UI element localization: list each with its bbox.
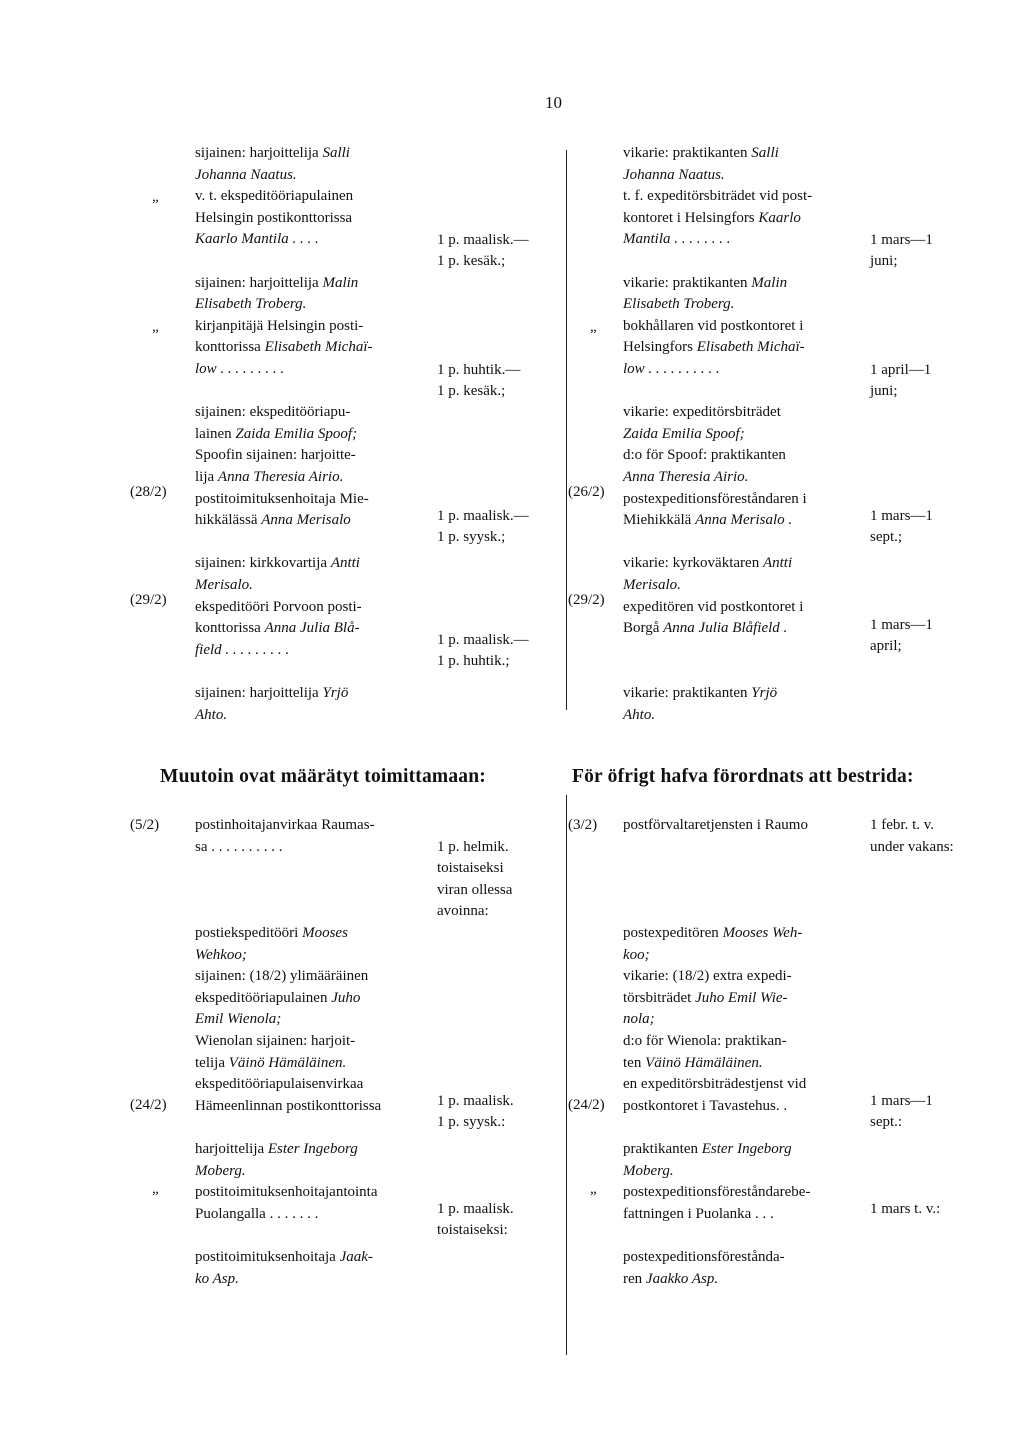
text-plain: en expeditörsbiträdestjenst vid <box>623 1076 807 1093</box>
text-plain: vikarie: kyrkoväktaren <box>623 555 763 572</box>
text-plain: postitoimituksenhoitajantointa <box>195 1184 378 1201</box>
text-line <box>195 359 284 381</box>
text-plain: postitoimituksenhoitaja Mie- <box>195 490 369 507</box>
date-entry: avoinna: <box>437 903 489 919</box>
text-line <box>623 683 777 705</box>
text-italic-name: Ester Ingeborg <box>701 1141 792 1157</box>
text-plain: nola; <box>623 1011 655 1028</box>
text-line <box>195 186 353 208</box>
date-entry: 1 p. maalisk. <box>437 1201 514 1217</box>
text-line <box>623 1031 787 1053</box>
text-line <box>623 1053 763 1075</box>
text-line <box>195 553 360 575</box>
date-entry: sept.; <box>870 529 903 545</box>
swedish-heading: För öfrigt hafva förordnats att bestrida: <box>572 766 914 787</box>
text-plain: sijainen: harjoittelija <box>195 145 323 161</box>
text-line <box>623 923 802 945</box>
text-italic-name: Väinö Hämäläinen. <box>228 1054 347 1071</box>
text-line <box>195 618 360 640</box>
text-line <box>195 705 227 727</box>
text-plain: ekspeditööriapulainen <box>195 989 332 1006</box>
text-plain: d:o för Spoof: praktikanten <box>623 447 786 464</box>
text-plain: Johanna Naatus. <box>195 166 297 183</box>
text-line <box>195 597 362 619</box>
text-line <box>195 402 350 424</box>
text-plain: koo; <box>623 946 650 963</box>
text-line <box>195 489 369 511</box>
date-entry: sept.: <box>870 1114 903 1130</box>
text-italic-name: Salli <box>322 145 350 161</box>
text-plain: Helsingfors <box>623 339 697 356</box>
text-plain: konttorissa <box>195 620 265 637</box>
text-line <box>195 837 283 859</box>
text-plain: postiekspeditööri <box>195 925 303 941</box>
text-line <box>195 1031 355 1053</box>
text-plain: ekspeditööri Porvoon posti- <box>195 598 362 615</box>
date-entry: under vakans: <box>870 839 954 855</box>
text-plain: Helsingin postikonttorissa <box>195 209 353 226</box>
text-plain: bokhållaren vid postkontoret i <box>623 317 804 334</box>
date-entry: 1 p. syysk.: <box>437 1114 506 1130</box>
date-entry: 1 p. maalisk.— <box>437 632 529 648</box>
date-entry: 1 p. syysk.; <box>437 529 506 545</box>
date-entry: 1 mars—1 <box>870 232 933 248</box>
text-line <box>195 945 247 967</box>
text-plain: Elisabeth Troberg. <box>623 296 735 313</box>
text-line <box>623 1204 774 1226</box>
date-fraction: (5/2) <box>130 817 160 833</box>
date-entry: april; <box>870 638 902 654</box>
text-plain: sijainen: (18/2) ylimääräinen <box>195 968 369 985</box>
text-plain: Borgå <box>623 620 664 637</box>
date-entry: 1 p. kesäk.; <box>437 383 506 399</box>
text-plain: Wienolan sijainen: harjoit- <box>195 1033 356 1049</box>
text-line <box>623 186 812 208</box>
text-italic-name: Ester Ingeborg <box>267 1141 358 1157</box>
text-line <box>623 553 792 575</box>
text-plain: Emil Wienola; <box>195 1011 282 1028</box>
date-entry: juni; <box>870 253 898 269</box>
text-line <box>623 575 681 597</box>
text-plain: konttorissa <box>195 339 265 356</box>
text-plain: vikarie: (18/2) extra expedi- <box>623 968 792 985</box>
text-plain: ko Asp. <box>195 1270 239 1287</box>
page-number: 10 <box>545 93 562 112</box>
text-plain: vikarie: praktikanten <box>623 145 752 161</box>
text-italic-name: Anna Merisalo <box>261 512 351 529</box>
date-entry: 1 april—1 <box>870 362 932 378</box>
text-line <box>623 945 650 967</box>
text-line <box>623 618 787 640</box>
date-fraction: (28/2) <box>130 484 167 500</box>
text-plain: postexpeditionsförestånda- <box>623 1249 785 1265</box>
text-plain: vikarie: praktikanten <box>623 274 752 291</box>
text-line <box>623 597 803 619</box>
text-plain: Ahto. <box>195 706 228 723</box>
text-italic-name: Anna Julia Blåfield . <box>663 620 788 637</box>
date-entry: toistaiseksi: <box>437 1222 508 1238</box>
date-entry: 1 febr. t. v. <box>870 817 935 833</box>
text-plain: sijainen: harjoittelija <box>195 685 323 701</box>
text-plain: ren <box>623 1270 646 1287</box>
text-plain: törsbiträdet <box>623 989 696 1006</box>
text-plain: telija <box>195 1054 229 1071</box>
date-entry: 1 p. huhtik.— <box>437 362 521 378</box>
text-line <box>623 229 731 251</box>
text-plain: kirjanpitäjä Helsingin posti- <box>195 317 364 334</box>
text-italic-name: Antti <box>330 555 360 572</box>
text-line <box>623 467 748 489</box>
finnish-heading: Muutoin ovat määrätyt toimittamaan: <box>160 766 486 787</box>
text-plain: sijainen: harjoittelija <box>195 274 323 291</box>
text-line <box>623 337 805 359</box>
text-plain: fattningen i Puolanka . . . <box>623 1205 774 1222</box>
date-fraction: (24/2) <box>130 1097 167 1113</box>
text-line <box>195 815 375 837</box>
text-line <box>195 1204 318 1226</box>
text-plain: kontoret i Helsingfors <box>623 209 759 226</box>
text-plain: postexpeditionsföreståndarebe- <box>623 1184 811 1201</box>
text-plain: sijainen: kirkkovartija <box>195 555 331 572</box>
ditto-mark: „ <box>152 189 159 205</box>
text-line <box>195 1269 239 1291</box>
date-entry: 1 p. kesäk.; <box>437 253 506 269</box>
text-line <box>623 1247 785 1269</box>
text-line <box>623 489 807 511</box>
text-line <box>623 208 801 230</box>
text-line <box>623 143 779 165</box>
text-line <box>195 1009 281 1031</box>
text-line <box>195 143 350 165</box>
text-line <box>195 923 348 945</box>
text-italic-name: Kaarlo <box>758 209 801 226</box>
text-plain: postinhoitajanvirkaa Raumas- <box>195 817 375 833</box>
text-line <box>195 273 358 295</box>
column-divider <box>566 150 567 710</box>
text-plain: Kaarlo Mantila . . . . <box>195 231 319 248</box>
text-italic-name: Väinö Hämäläinen. <box>645 1054 763 1071</box>
text-plain: low . . . . . . . . . <box>195 361 285 377</box>
text-italic-name: Mooses Weh- <box>722 925 803 941</box>
text-line <box>623 1074 806 1096</box>
text-line <box>623 294 734 316</box>
text-line <box>195 1096 381 1118</box>
text-line <box>195 1247 373 1269</box>
date-entry: 1 mars—1 <box>870 508 933 524</box>
text-line <box>623 1269 718 1291</box>
date-entry: 1 p. helmik. <box>437 839 509 855</box>
text-italic-name: Salli <box>751 145 779 161</box>
text-italic-name: Mooses <box>302 925 348 941</box>
text-line <box>195 445 356 467</box>
text-line <box>195 208 352 230</box>
date-fraction: (29/2) <box>130 592 167 608</box>
text-line <box>195 683 348 705</box>
text-plain: Moberg. <box>623 1162 674 1179</box>
text-line <box>623 424 745 446</box>
ditto-mark: „ <box>152 1181 159 1197</box>
text-line <box>195 1074 363 1096</box>
text-plain: Ahto. <box>623 706 656 723</box>
text-line <box>623 1161 674 1183</box>
text-line <box>623 988 788 1010</box>
text-italic-name: Anna Theresia Airio. <box>217 469 344 485</box>
date-entry: juni; <box>870 383 898 399</box>
text-plain: Hämeenlinnan postikonttorissa <box>195 1097 382 1114</box>
text-plain: sijainen: ekspeditööriapu- <box>195 404 351 421</box>
text-line <box>195 1139 358 1161</box>
text-plain: Zaida Emilia Spoof; <box>623 425 745 442</box>
date-entry: 1 p. maalisk.— <box>437 508 529 524</box>
text-plain: lija <box>195 469 218 485</box>
text-plain: low . . . . . . . . . . <box>623 361 720 377</box>
text-plain: praktikanten <box>623 1141 702 1157</box>
text-plain: postitoimituksenhoitaja <box>195 1249 340 1265</box>
text-line <box>195 1161 246 1183</box>
text-italic-name: Elisabeth Michaï- <box>696 339 805 356</box>
text-line <box>195 1182 377 1204</box>
column-divider <box>566 795 567 1355</box>
date-fraction: (24/2) <box>568 1097 605 1113</box>
text-line <box>623 705 655 727</box>
text-plain: Mantila . . . . . . . . <box>623 231 731 248</box>
date-entry: 1 p. maalisk. <box>437 1093 514 1109</box>
text-line <box>195 1053 346 1075</box>
date-entry: 1 mars—1 <box>870 1093 933 1109</box>
text-plain: field . . . . . . . . . <box>195 641 290 658</box>
text-plain: vikarie: expeditörsbiträdet <box>623 404 781 421</box>
text-line <box>623 165 725 187</box>
text-line <box>195 640 289 662</box>
text-plain: postkontoret i Tavastehus. . <box>623 1097 788 1114</box>
text-plain: Moberg. <box>195 1162 246 1179</box>
text-plain: Miehikkälä <box>623 512 696 529</box>
text-line <box>623 316 803 338</box>
ditto-mark: „ <box>590 1181 597 1197</box>
text-line <box>623 1096 787 1118</box>
text-italic-name: Zaida Emilia Spoof; <box>235 425 358 442</box>
text-italic-name: Antti <box>762 555 793 572</box>
text-line <box>195 575 253 597</box>
text-plain: Merisalo. <box>195 577 253 593</box>
text-plain: ekspeditööriapulaisenvirkaa <box>195 1076 364 1093</box>
date-fraction: (26/2) <box>568 484 605 500</box>
text-line <box>195 966 368 988</box>
text-italic-name: Yrjö <box>751 685 778 701</box>
text-line <box>623 445 786 467</box>
text-plain: hikkälässä <box>195 512 262 529</box>
ditto-mark: „ <box>152 319 159 335</box>
text-plain: d:o för Wienola: praktikan- <box>623 1033 787 1049</box>
text-line <box>195 229 319 251</box>
text-italic-name: Anna Julia Blå- <box>264 620 360 637</box>
text-plain: sa . . . . . . . . . . <box>195 838 283 855</box>
date-entry: viran ollessa <box>437 882 513 898</box>
text-line <box>623 402 781 424</box>
text-line <box>195 510 351 532</box>
text-line <box>195 337 373 359</box>
text-line <box>623 966 792 988</box>
text-italic-name: Jaakko Asp. <box>645 1270 719 1287</box>
text-line <box>195 294 306 316</box>
text-line <box>195 316 363 338</box>
text-plain: harjoittelija <box>195 1141 268 1157</box>
text-italic-name: Yrjö <box>322 685 349 701</box>
text-line <box>623 1182 810 1204</box>
text-plain: Merisalo. <box>623 577 681 593</box>
date-entry: 1 mars t. v.: <box>870 1201 941 1217</box>
text-italic-name: Malin <box>751 274 788 291</box>
date-entry: 1 p. maalisk.— <box>437 232 529 248</box>
text-italic-name: Juho Emil Wie- <box>695 989 788 1006</box>
text-plain: lainen <box>195 425 236 442</box>
text-plain: Wehkoo; <box>195 946 247 963</box>
text-plain: vikarie: praktikanten <box>623 685 752 701</box>
date-entry: toistaiseksi <box>437 860 504 876</box>
text-italic-name: Jaak- <box>339 1249 373 1265</box>
text-plain: postexpeditören <box>623 925 723 941</box>
text-line <box>195 424 357 446</box>
text-plain: v. t. ekspeditööriapulainen <box>195 188 354 205</box>
text-italic-name: Elisabeth Michaï- <box>264 339 373 356</box>
text-line <box>623 1139 792 1161</box>
text-line <box>623 273 787 295</box>
text-plain: Puolangalla . . . . . . . <box>195 1205 319 1222</box>
text-plain: t. f. expeditörsbiträdet vid post- <box>623 188 813 205</box>
date-entry: 1 mars—1 <box>870 617 933 633</box>
text-line <box>623 510 792 532</box>
text-italic-name: Malin <box>322 274 359 291</box>
text-italic-name: Anna Merisalo . <box>695 512 793 529</box>
text-plain: ten <box>623 1054 646 1071</box>
text-italic-name: Juho <box>331 989 361 1006</box>
text-line <box>195 165 297 187</box>
text-line <box>195 467 343 489</box>
text-line <box>623 1009 655 1031</box>
text-plain: expeditören vid postkontoret i <box>623 598 804 615</box>
ditto-mark: „ <box>590 319 597 335</box>
text-line <box>623 815 808 837</box>
date-fraction: (3/2) <box>568 817 598 833</box>
date-fraction: (29/2) <box>568 592 605 608</box>
text-line <box>195 988 360 1010</box>
text-plain: Spoofin sijainen: harjoitte- <box>195 447 356 464</box>
text-plain: postförvaltaretjensten i Raumo <box>623 817 808 833</box>
text-plain: Johanna Naatus. <box>623 166 725 183</box>
text-plain: Anna Theresia Airio. <box>623 469 749 485</box>
date-entry: 1 p. huhtik.; <box>437 653 510 669</box>
text-line <box>623 359 720 381</box>
text-plain: postexpeditionsföreståndaren i <box>623 490 807 507</box>
text-plain: Elisabeth Troberg. <box>195 296 307 313</box>
